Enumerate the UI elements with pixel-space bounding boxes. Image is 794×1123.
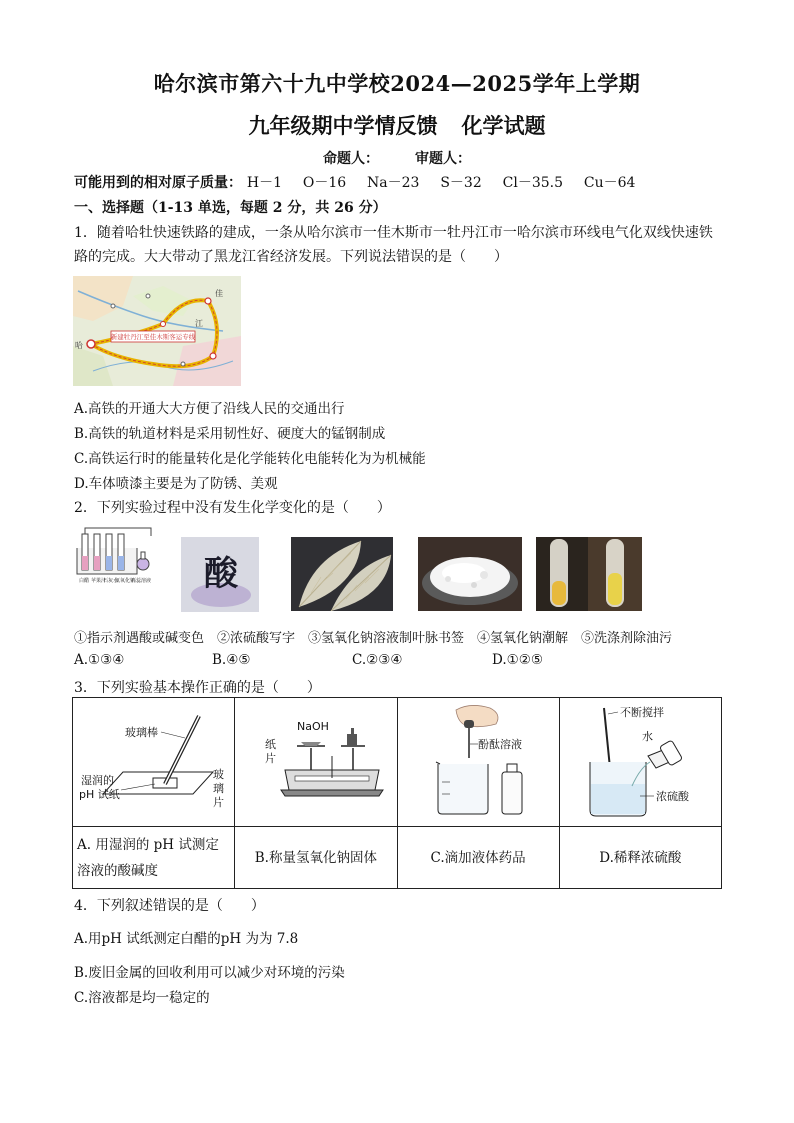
q3-option-a-line1: A. 用湿润的 pH 试测定 [77,836,219,853]
label-paper-1: 纸 [265,738,277,751]
label-paper-2: 片 [265,752,277,765]
q4-option-c: C.溶液都是均一稳定的 [74,990,210,1006]
tube-label: 石灰水 [103,578,119,584]
q2-oil-cleaning-test-tubes [536,537,642,611]
label-glass-plate-1: 玻 [213,768,224,781]
q1-option-b: B.高铁的轨道材料是采用韧性好、硬度大的锰钢制成 [74,426,386,442]
q2-acid-writing-photo [181,537,259,612]
q2-leaf-skeleton-photo [291,537,393,611]
q3-option-b: B.称量氢氧化钠固体 [235,827,397,889]
label-glass-rod: 玻璃棒 [125,726,158,739]
atomic-mass-item: O－16 [302,175,347,191]
q4-stem: 4．下列叙述错误的是（ ） [74,898,265,914]
q3-option-d: D.稀释浓硫酸 [559,827,721,889]
q2-indicator-tubes-figure [73,524,159,586]
q2-items: ①指示剂遇酸或碱变色 ②浓硫酸写字 ③氢氧化钠溶液制叶脉书签 ④氢氧化钠潮解 ⑤洗涤剂除油污 [74,631,673,646]
q3-option-c: C.滴加液体药品 [397,827,559,889]
q2-option-a: A.①③④ [74,652,125,668]
q3-figure-b [235,698,395,822]
q2-sodium-hydroxide-photo [418,537,522,611]
q3-option-a [73,827,235,889]
label-ph-paper: pH 试纸 [79,788,120,801]
q3-figure-b-cell [235,698,397,827]
atomic-mass-item: Cl－35.5 [502,175,563,191]
q3-options-table [72,697,722,889]
tube-label: 氢氧化钠 [115,578,136,584]
label-wet: 湿润的 [81,774,114,787]
atomic-mass-item: S－32 [440,175,482,191]
atomic-masses [74,172,635,192]
q1-stem-line2: 路的完成。大大带动了黑龙江省经济发展。下列说法错误的是（ ） [74,249,508,265]
q1-option-c: C.高铁运行时的能量转化是化学能转化电能转化为为机械能 [74,451,426,467]
section-heading: 一、选择题（1-13 单选，每题 2 分，共 26 分） [74,200,387,216]
tube-label: 石蕊溶液 [131,578,152,584]
q2-option-d: D.①②⑤ [492,652,543,668]
q1-option-a: A.高铁的开通大大方便了沿线人民的交通出行 [74,401,345,417]
atomic-masses-label: 可能用到的相对原子质量： [74,175,242,191]
q3-stem: 3．下列实验基本操作正确的是（ ） [74,680,321,696]
q1-railway-map [73,276,241,386]
atomic-mass-item: Na－23 [367,175,420,191]
q3-figure-c [398,698,558,822]
label-glass-plate-3: 片 [213,796,224,809]
map-label: 江 [195,319,203,328]
exam-title-line1: 哈尔滨市第六十九中学校2024—2025学年上学期 [153,71,641,96]
exam-subtitle: 九年级期中学情反馈 [248,113,438,138]
exam-title-line2 [0,110,794,140]
label-naoh: NaOH [297,720,330,733]
atomic-mass-item: Cu－64 [583,175,636,191]
atomic-mass-item: H－1 [246,175,282,191]
setter-label: 命题人： [323,151,379,167]
tube-label: 苹果汁 [91,578,107,584]
q3-figure-d-cell [559,698,721,827]
q4-option-a: A.用pH 试纸测定白醋的pH 为为 7.8 [74,931,299,947]
label-water: 水 [641,730,653,743]
label-phenolphthalein: 酚酞溶液 [477,738,522,751]
q3-figure-c-cell [397,698,559,827]
acid-character: 酸 [204,554,238,594]
q3-figure-a-cell [73,698,235,827]
q3-figure-d [560,698,720,822]
reviewer-label: 审题人： [415,151,471,167]
q1-stem-line1: 1．随着哈牡快速铁路的建成，一条从哈尔滨市一佳木斯市一牡丹江市一哈尔滨市环线电气化双线快速铁 [74,225,713,241]
exam-subject: 化学试题 [461,113,546,138]
q1-option-d: D.车体喷漆主要是为了防锈、美观 [74,476,278,492]
label-conc-sulfuric-acid: 浓硫酸 [655,790,689,803]
tube-label: 白醋 [79,578,90,584]
map-banner: 新建牡丹江至佳木斯客运专线 [110,333,196,341]
map-label: 哈 [75,341,83,350]
q3-option-a-line2: 溶液的酸碱度 [77,862,158,879]
author-line [0,148,794,168]
label-glass-plate-2: 璃 [213,782,224,795]
q3-figure-a [73,698,233,822]
map-label: 佳 [215,289,223,298]
label-stir: 不断搅拌 [619,706,664,719]
q2-option-c: C.②③④ [352,652,403,668]
q2-option-b: B.④⑤ [212,652,251,668]
q4-option-b: B.废旧金属的回收利用可以减少对环境的污染 [74,965,345,981]
q2-stem: 2．下列实验过程中没有发生化学变化的是（ ） [74,500,391,516]
